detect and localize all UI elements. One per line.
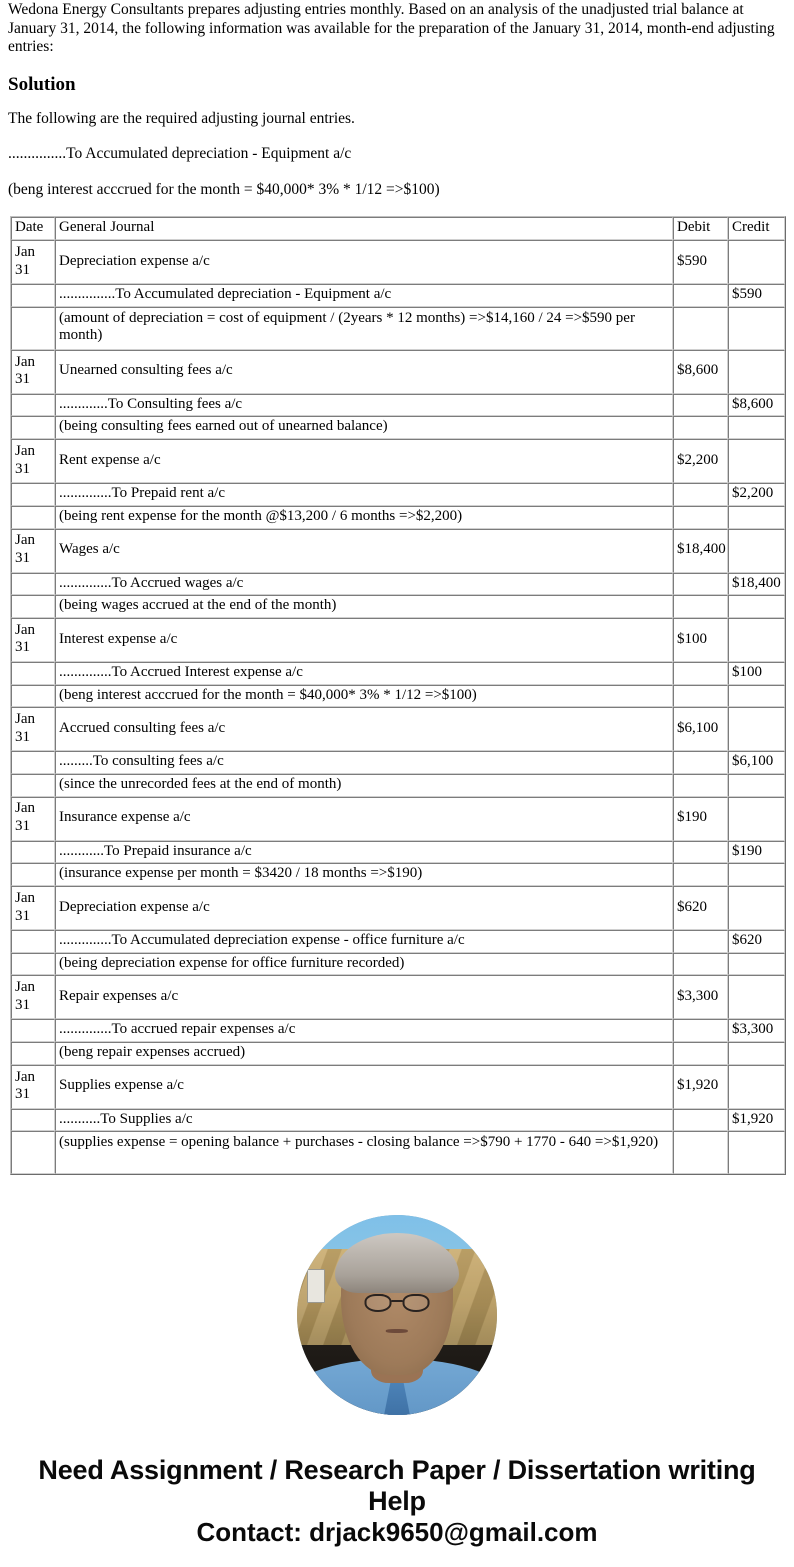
cell-credit: $620: [728, 930, 785, 953]
avatar-lens-right: [402, 1294, 429, 1312]
cell-credit: $8,600: [728, 394, 785, 417]
cell-credit: [728, 350, 785, 394]
cell-date: [11, 662, 55, 685]
table-row: [11, 618, 785, 662]
cell-date: [11, 930, 55, 953]
stray-interest-note: (beng interest acccrued for the month = $40,000* 3% * 1/12 =>$100): [8, 180, 440, 198]
cell-date: Jan 31: [11, 439, 55, 483]
cell-journal-description: Unearned consulting fees a/c: [55, 350, 673, 394]
table-row: [11, 573, 785, 596]
cell-journal-description: ..............To accrued repair expenses a/c: [55, 1019, 673, 1042]
column-header-credit: Credit: [728, 217, 785, 240]
cell-journal-description: Depreciation expense a/c: [55, 240, 673, 284]
table-row: [11, 662, 785, 685]
cell-debit: $6,100: [673, 707, 728, 751]
table-row: [11, 439, 785, 483]
cell-journal-description: (insurance expense per month = $3420 / 18 months =>$190): [55, 863, 673, 886]
cell-journal-description: Rent expense a/c: [55, 439, 673, 483]
cell-credit: [728, 506, 785, 529]
avatar-lens-left: [365, 1294, 392, 1312]
cell-journal-description: (amount of depreciation = cost of equipment / (2years * 12 months) =>$14,160 / 24 =>$590 per month): [55, 307, 673, 350]
cell-journal-description: ...............To Accumulated depreciation - Equipment a/c: [55, 284, 673, 307]
avatar-wall-switch: [307, 1269, 325, 1303]
cell-date: [11, 685, 55, 708]
cell-debit: [673, 483, 728, 506]
cell-credit: [728, 886, 785, 930]
avatar-glasses-bridge: [392, 1300, 402, 1302]
table-body: [11, 240, 785, 1174]
table-row: [11, 240, 785, 284]
cell-debit: [673, 662, 728, 685]
table-row: [11, 350, 785, 394]
stray-credit-line: ...............To Accumulated depreciation - Equipment a/c: [8, 145, 352, 163]
cell-journal-description: (beng repair expenses accrued): [55, 1042, 673, 1065]
table-row: [11, 506, 785, 529]
column-header-date: Date: [11, 217, 55, 240]
table-row: [11, 886, 785, 930]
cell-debit: $8,600: [673, 350, 728, 394]
cell-date: Jan 31: [11, 529, 55, 573]
cell-date: Jan 31: [11, 1065, 55, 1109]
cell-debit: [673, 1109, 728, 1132]
cell-debit: [673, 863, 728, 886]
table-row: [11, 930, 785, 953]
table-row: [11, 1065, 785, 1109]
table-row: [11, 707, 785, 751]
cell-date: [11, 595, 55, 618]
table-header-row: [11, 217, 785, 240]
cell-date: [11, 483, 55, 506]
cell-credit: [728, 707, 785, 751]
cell-debit: [673, 416, 728, 439]
cell-credit: $190: [728, 841, 785, 864]
avatar-block: [8, 1215, 786, 1420]
cell-journal-description: (being wages accrued at the end of the month): [55, 595, 673, 618]
cell-debit: [673, 1131, 728, 1174]
table-row: [11, 394, 785, 417]
cell-debit: $18,400: [673, 529, 728, 573]
adjusting-entries-table: [10, 216, 786, 1175]
cell-credit: $590: [728, 284, 785, 307]
cell-journal-description: ............To Prepaid insurance a/c: [55, 841, 673, 864]
solution-heading: Solution: [8, 73, 76, 95]
cell-debit: [673, 394, 728, 417]
cell-date: Jan 31: [11, 707, 55, 751]
table-row: [11, 595, 785, 618]
cell-debit: $3,300: [673, 975, 728, 1019]
cell-credit: [728, 529, 785, 573]
cell-credit: [728, 774, 785, 797]
column-header-journal: General Journal: [55, 217, 673, 240]
cell-date: [11, 1131, 55, 1174]
cell-debit: [673, 953, 728, 976]
solution-lead-text: The following are the required adjusting journal entries.: [8, 109, 355, 127]
cell-debit: $1,920: [673, 1065, 728, 1109]
cell-journal-description: ..............To Accrued Interest expense a/c: [55, 662, 673, 685]
table-row: [11, 1109, 785, 1132]
cell-date: Jan 31: [11, 975, 55, 1019]
cell-debit: [673, 1019, 728, 1042]
cell-journal-description: Interest expense a/c: [55, 618, 673, 662]
cell-credit: [728, 1131, 785, 1174]
table-row: [11, 774, 785, 797]
avatar: [297, 1215, 497, 1415]
cell-date: [11, 751, 55, 774]
cell-journal-description: (since the unrecorded fees at the end of month): [55, 774, 673, 797]
cell-journal-description: ...........To Supplies a/c: [55, 1109, 673, 1132]
cell-date: [11, 1042, 55, 1065]
cell-credit: $18,400: [728, 573, 785, 596]
cell-debit: [673, 841, 728, 864]
intro-paragraph: Wedona Energy Consultants prepares adjusting entries monthly. Based on an analysis of the unadjusted trial balance at January 31, 2014, the following information was available for the preparation of the January 31, 2014, month-end adjusting entries:: [8, 1, 775, 56]
cell-date: [11, 953, 55, 976]
cell-credit: [728, 416, 785, 439]
cell-journal-description: ..............To Accumulated depreciation expense - office furniture a/c: [55, 930, 673, 953]
cell-credit: [728, 953, 785, 976]
cell-date: [11, 284, 55, 307]
cell-journal-description: Insurance expense a/c: [55, 797, 673, 841]
cell-journal-description: (being rent expense for the month @$13,200 / 6 months =>$2,200): [55, 506, 673, 529]
cell-credit: [728, 595, 785, 618]
cell-debit: [673, 685, 728, 708]
cell-credit: [728, 1065, 785, 1109]
cell-date: Jan 31: [11, 240, 55, 284]
table-row: [11, 863, 785, 886]
cell-credit: [728, 439, 785, 483]
cell-debit: $590: [673, 240, 728, 284]
table-row: [11, 751, 785, 774]
cell-credit: [728, 307, 785, 350]
cell-journal-description: (being consulting fees earned out of unearned balance): [55, 416, 673, 439]
cell-date: [11, 774, 55, 797]
cell-credit: [728, 863, 785, 886]
footer: [8, 1455, 786, 1567]
cell-debit: [673, 573, 728, 596]
cell-journal-description: (beng interest acccrued for the month = $40,000* 3% * 1/12 =>$100): [55, 685, 673, 708]
cell-debit: [673, 1042, 728, 1065]
cell-debit: [673, 774, 728, 797]
cell-date: [11, 863, 55, 886]
cell-credit: $3,300: [728, 1019, 785, 1042]
cell-journal-description: .............To Consulting fees a/c: [55, 394, 673, 417]
cell-credit: $6,100: [728, 751, 785, 774]
cell-date: Jan 31: [11, 618, 55, 662]
cell-journal-description: ..............To Accrued wages a/c: [55, 573, 673, 596]
cell-date: [11, 1109, 55, 1132]
cell-date: [11, 573, 55, 596]
cell-debit: [673, 595, 728, 618]
cell-journal-description: Supplies expense a/c: [55, 1065, 673, 1109]
cell-date: [11, 506, 55, 529]
cell-date: Jan 31: [11, 886, 55, 930]
cell-debit: [673, 307, 728, 350]
table-row: [11, 1131, 785, 1174]
cell-credit: [728, 1042, 785, 1065]
table-row: [11, 483, 785, 506]
cell-journal-description: (being depreciation expense for office furniture recorded): [55, 953, 673, 976]
cell-journal-description: (supplies expense = opening balance + purchases - closing balance =>$790 + 1770 - 640 =>$1,920): [55, 1131, 673, 1174]
table-row: [11, 685, 785, 708]
cell-debit: [673, 506, 728, 529]
cell-debit: [673, 930, 728, 953]
table-row: [11, 416, 785, 439]
cell-date: [11, 1019, 55, 1042]
table-row: [11, 797, 785, 841]
cell-debit: $620: [673, 886, 728, 930]
journal-table-wrapper: [8, 216, 786, 1175]
footer-contact: Contact: drjack9650@gmail.com: [196, 1516, 598, 1547]
cell-credit: $2,200: [728, 483, 785, 506]
cell-date: Jan 31: [11, 350, 55, 394]
footer-headline: Need Assignment / Research Paper / Dissertation writing Help: [38, 1455, 756, 1516]
cell-credit: [728, 240, 785, 284]
table-row: [11, 1019, 785, 1042]
cell-date: [11, 841, 55, 864]
cell-credit: [728, 975, 785, 1019]
glasses-icon: [365, 1294, 430, 1312]
cell-journal-description: Repair expenses a/c: [55, 975, 673, 1019]
cell-debit: $100: [673, 618, 728, 662]
cell-date: [11, 307, 55, 350]
table-row: [11, 953, 785, 976]
table-row: [11, 841, 785, 864]
table-head: [11, 217, 785, 240]
table-row: [11, 307, 785, 350]
cell-date: [11, 394, 55, 417]
table-row: [11, 975, 785, 1019]
cell-journal-description: Depreciation expense a/c: [55, 886, 673, 930]
table-row: [11, 284, 785, 307]
cell-date: [11, 416, 55, 439]
cell-credit: [728, 797, 785, 841]
cell-debit: $190: [673, 797, 728, 841]
cell-debit: $2,200: [673, 439, 728, 483]
cell-date: Jan 31: [11, 797, 55, 841]
cell-credit: [728, 618, 785, 662]
cell-debit: [673, 284, 728, 307]
cell-credit: $1,920: [728, 1109, 785, 1132]
table-row: [11, 1042, 785, 1065]
cell-credit: $100: [728, 662, 785, 685]
table-row: [11, 529, 785, 573]
cell-journal-description: Wages a/c: [55, 529, 673, 573]
cell-journal-description: .........To consulting fees a/c: [55, 751, 673, 774]
avatar-mouth: [386, 1329, 408, 1332]
cell-journal-description: ..............To Prepaid rent a/c: [55, 483, 673, 506]
column-header-debit: Debit: [673, 217, 728, 240]
cell-credit: [728, 685, 785, 708]
cell-debit: [673, 751, 728, 774]
cell-journal-description: Accrued consulting fees a/c: [55, 707, 673, 751]
